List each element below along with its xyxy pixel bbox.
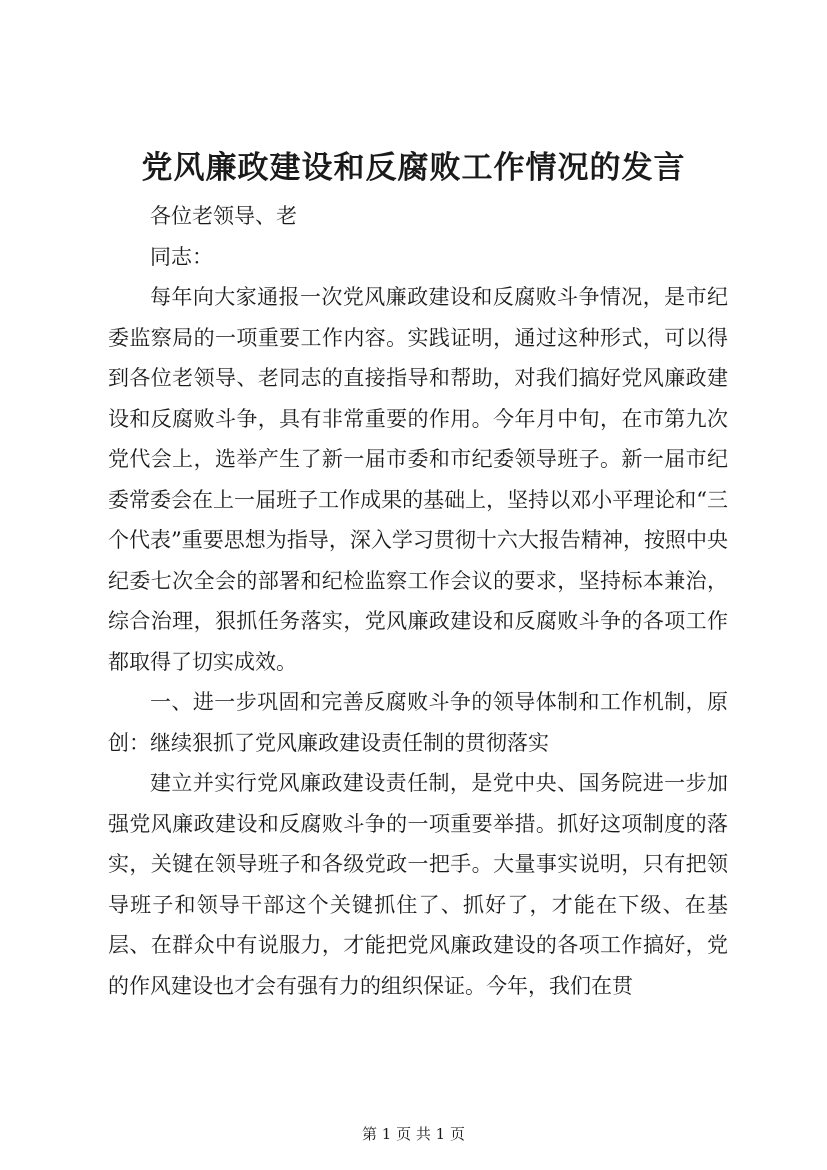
paragraph-intro: 每年向大家通报一次党风廉政建设和反腐败斗争情况，是市纪委监察局的一项重要工作内容。实践证明，通过这种形式，可以得到各位老领导、老同志的直接指导和帮助，对我们搞好党风廉政建设和反腐败斗争，具有非常重要的作用。今年月中旬，在市第九次党代会上，选举产生了新一届市委和市纪委领导班子。新一届市纪委常委会在上一届班子工作成果的基础上，坚持以邓小平理论和“三个代表”重要思想为指导，深入学习贯彻十六大报告精神，按照中央纪委七次全会的部署和纪检监察工作会议的要求，坚持标本兼治，综合治理，狠抓任务落实，党风廉政建设和反腐败斗争的各项工作都取得了切实成效。 [108,285,728,674]
salutation-line-2: 同志： [150,244,213,269]
page-number-footer: 第 1 页 共 1 页 [362,1125,465,1143]
document-body [108,196,728,1006]
section-heading-1: 一、进一步巩固和完善反腐败斗争的领导体制和工作机制，原创：继续狠抓了党风廉政建设责任制的贯彻落实 [108,690,728,755]
document-title: 党风廉政建设和反腐败工作情况的发言 [141,150,686,186]
salutation-line-1: 各位老领导、老 [150,204,297,228]
paragraph-responsibility: 建立并实行党风廉政建设责任制，是党中央、国务院进一步加强党风廉政建设和反腐败斗争的一项重要举措。抓好这项制度的落实，关键在领导班子和各级党政一把手。大量事实说明，只有把领导班子和领导干部这个关键抓住了、抓好了，才能在下级、在基层、在群众中有说服力，才能把党风廉政建设的各项工作搞好，党的作风建设也才会有强有力的组织保证。今年，我们在贯 [108,771,728,998]
